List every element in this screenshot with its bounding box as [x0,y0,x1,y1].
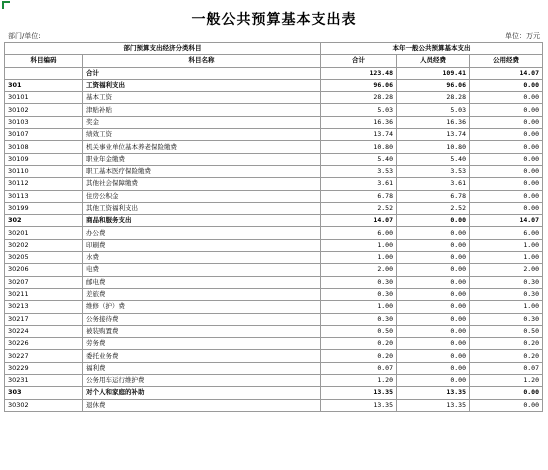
cell-total: 2.00 [321,264,397,276]
cell-total: 0.50 [321,325,397,337]
table-row [5,325,543,337]
cell-name: 津贴补贴 [83,104,321,116]
cell-personnel: 3.61 [397,178,470,190]
cell-name: 机关事业单位基本养老保险缴费 [83,141,321,153]
table-row [5,190,543,202]
cell-personnel: 0.00 [397,375,470,387]
cell-name: 电费 [83,264,321,276]
table-row [5,116,543,128]
cell-personnel: 13.35 [397,399,470,411]
cell-code: 30199 [5,202,83,214]
cell-code: 30102 [5,104,83,116]
cell-name: 合计 [83,67,321,79]
cell-total: 16.36 [321,116,397,128]
cell-public: 0.20 [470,350,543,362]
cell-public: 0.00 [470,141,543,153]
cell-name: 水费 [83,252,321,264]
cell-name: 公务用车运行维护费 [83,375,321,387]
cell-personnel: 0.00 [397,215,470,227]
cell-personnel: 5.03 [397,104,470,116]
cell-code: 30110 [5,165,83,177]
cell-name: 邮电费 [83,276,321,288]
cell-total: 14.07 [321,215,397,227]
cell-total: 0.30 [321,313,397,325]
header-group-basic-expenditure: 本年一般公共预算基本支出 [321,43,543,55]
cell-public: 0.00 [470,178,543,190]
cell-code: 30224 [5,325,83,337]
table-row [5,129,543,141]
table-row [5,375,543,387]
cell-name: 委托业务费 [83,350,321,362]
cell-total: 13.35 [321,399,397,411]
cell-public: 0.50 [470,325,543,337]
cell-name: 绩效工资 [83,129,321,141]
cell-code: 30109 [5,153,83,165]
cell-personnel: 10.80 [397,141,470,153]
cell-name: 印刷费 [83,239,321,251]
cell-total: 123.48 [321,67,397,79]
budget-table [4,42,543,412]
cell-public: 0.00 [470,92,543,104]
cell-code: 301 [5,79,83,91]
cell-public: 0.00 [470,399,543,411]
cell-public: 0.00 [470,153,543,165]
cell-total: 3.53 [321,165,397,177]
cell-public: 0.00 [470,116,543,128]
cell-name: 奖金 [83,116,321,128]
cell-code: 30101 [5,92,83,104]
cell-public: 6.00 [470,227,543,239]
cell-name: 差旅费 [83,288,321,300]
cell-code: 30211 [5,288,83,300]
cell-name: 对个人和家庭的补助 [83,387,321,399]
table-row [5,350,543,362]
cell-personnel: 0.00 [397,313,470,325]
cell-public: 0.30 [470,276,543,288]
cell-public: 0.00 [470,79,543,91]
cell-total: 1.20 [321,375,397,387]
cell-personnel: 0.00 [397,288,470,300]
cell-personnel: 0.00 [397,301,470,313]
cell-code: 30226 [5,338,83,350]
table-row [5,301,543,313]
table-row [5,141,543,153]
table-row [5,252,543,264]
header-public: 公用经费 [470,55,543,67]
cell-total: 2.52 [321,202,397,214]
cell-personnel: 13.74 [397,129,470,141]
cell-name: 其他工资福利支出 [83,202,321,214]
table-row [5,104,543,116]
cell-total: 13.35 [321,387,397,399]
department-label: 部门/单位: [8,32,41,40]
cell-total: 5.40 [321,153,397,165]
cell-personnel: 3.53 [397,165,470,177]
header-personnel: 人员经费 [397,55,470,67]
cell-name: 基本工资 [83,92,321,104]
total-row [5,67,543,79]
cell-name: 其他社会保障缴费 [83,178,321,190]
cell-personnel: 0.00 [397,239,470,251]
cell-total: 6.00 [321,227,397,239]
cell-public: 1.00 [470,239,543,251]
cell-code: 30206 [5,264,83,276]
cell-total: 1.00 [321,239,397,251]
table-row [5,264,543,276]
cell-personnel: 0.00 [397,227,470,239]
cell-personnel: 5.40 [397,153,470,165]
cell-total: 1.00 [321,301,397,313]
cell-personnel: 2.52 [397,202,470,214]
cell-code [5,67,83,79]
table-row [5,239,543,251]
cell-code: 30231 [5,375,83,387]
category-row [5,387,543,399]
cell-code: 30229 [5,362,83,374]
table-row [5,92,543,104]
cell-public: 0.30 [470,313,543,325]
cell-name: 职业年金缴费 [83,153,321,165]
cell-public: 14.07 [470,215,543,227]
cell-name: 办公费 [83,227,321,239]
header-column-row [5,55,543,67]
cell-personnel: 0.00 [397,325,470,337]
cell-total: 3.61 [321,178,397,190]
cell-code: 30205 [5,252,83,264]
cell-personnel: 0.00 [397,264,470,276]
cell-public: 0.00 [470,202,543,214]
cell-code: 30202 [5,239,83,251]
cell-name: 商品和服务支出 [83,215,321,227]
cell-public: 2.00 [470,264,543,276]
cell-name: 劳务费 [83,338,321,350]
cell-total: 0.20 [321,350,397,362]
cell-total: 0.07 [321,362,397,374]
header-group-row [5,43,543,55]
table-body [5,67,543,411]
cell-total: 13.74 [321,129,397,141]
cell-total: 96.06 [321,79,397,91]
cell-code: 303 [5,387,83,399]
cell-code: 302 [5,215,83,227]
table-row [5,338,543,350]
cell-personnel: 0.00 [397,350,470,362]
table-row [5,399,543,411]
cell-personnel: 0.00 [397,276,470,288]
cell-total: 0.30 [321,288,397,300]
cell-public: 0.20 [470,338,543,350]
cell-name: 福利费 [83,362,321,374]
cell-total: 28.28 [321,92,397,104]
cell-public: 1.00 [470,252,543,264]
cell-code: 30227 [5,350,83,362]
cell-total: 6.78 [321,190,397,202]
cell-public: 0.00 [470,129,543,141]
cell-code: 30107 [5,129,83,141]
cell-code: 30103 [5,116,83,128]
cell-personnel: 16.36 [397,116,470,128]
header-group-economic-classification: 部门预算支出经济分类科目 [5,43,321,55]
table-row [5,362,543,374]
cell-public: 0.30 [470,288,543,300]
table-row [5,165,543,177]
cell-personnel: 0.00 [397,362,470,374]
cell-name: 职工基本医疗保险缴费 [83,165,321,177]
cell-personnel: 6.78 [397,190,470,202]
cell-name: 被装购置费 [83,325,321,337]
table-row [5,153,543,165]
cell-total: 1.00 [321,252,397,264]
cell-total: 0.20 [321,338,397,350]
cell-personnel: 13.35 [397,387,470,399]
cell-personnel: 28.28 [397,92,470,104]
category-row [5,215,543,227]
cell-personnel: 109.41 [397,67,470,79]
cell-public: 14.07 [470,67,543,79]
table-row [5,276,543,288]
table-row [5,202,543,214]
cell-public: 1.20 [470,375,543,387]
cell-name: 退休费 [83,399,321,411]
cell-total: 10.80 [321,141,397,153]
table-row [5,313,543,325]
cell-personnel: 0.00 [397,252,470,264]
cell-name: 公务接待费 [83,313,321,325]
cell-name: 工资福利支出 [83,79,321,91]
cell-name: 住房公积金 [83,190,321,202]
cell-public: 0.00 [470,104,543,116]
cell-code: 30112 [5,178,83,190]
cell-public: 1.00 [470,301,543,313]
table-row [5,178,543,190]
cell-public: 0.00 [470,165,543,177]
unit-label: 单位：万元 [505,32,540,40]
category-row [5,79,543,91]
cell-code: 30108 [5,141,83,153]
cell-name: 维修（护）费 [83,301,321,313]
cell-public: 0.00 [470,190,543,202]
cell-total: 0.30 [321,276,397,288]
cell-total: 5.03 [321,104,397,116]
cell-code: 30201 [5,227,83,239]
header-total: 合计 [321,55,397,67]
cell-code: 30217 [5,313,83,325]
page-title: 一般公共预算基本支出表 [191,12,357,28]
cell-public: 0.07 [470,362,543,374]
header-name: 科目名称 [83,55,321,67]
table-row [5,227,543,239]
header-code: 科目编码 [5,55,83,67]
cell-personnel: 96.06 [397,79,470,91]
cell-code: 30113 [5,190,83,202]
table-row [5,288,543,300]
cell-public: 0.00 [470,387,543,399]
cell-code: 30302 [5,399,83,411]
cell-code: 30213 [5,301,83,313]
cell-code: 30207 [5,276,83,288]
cell-personnel: 0.00 [397,338,470,350]
